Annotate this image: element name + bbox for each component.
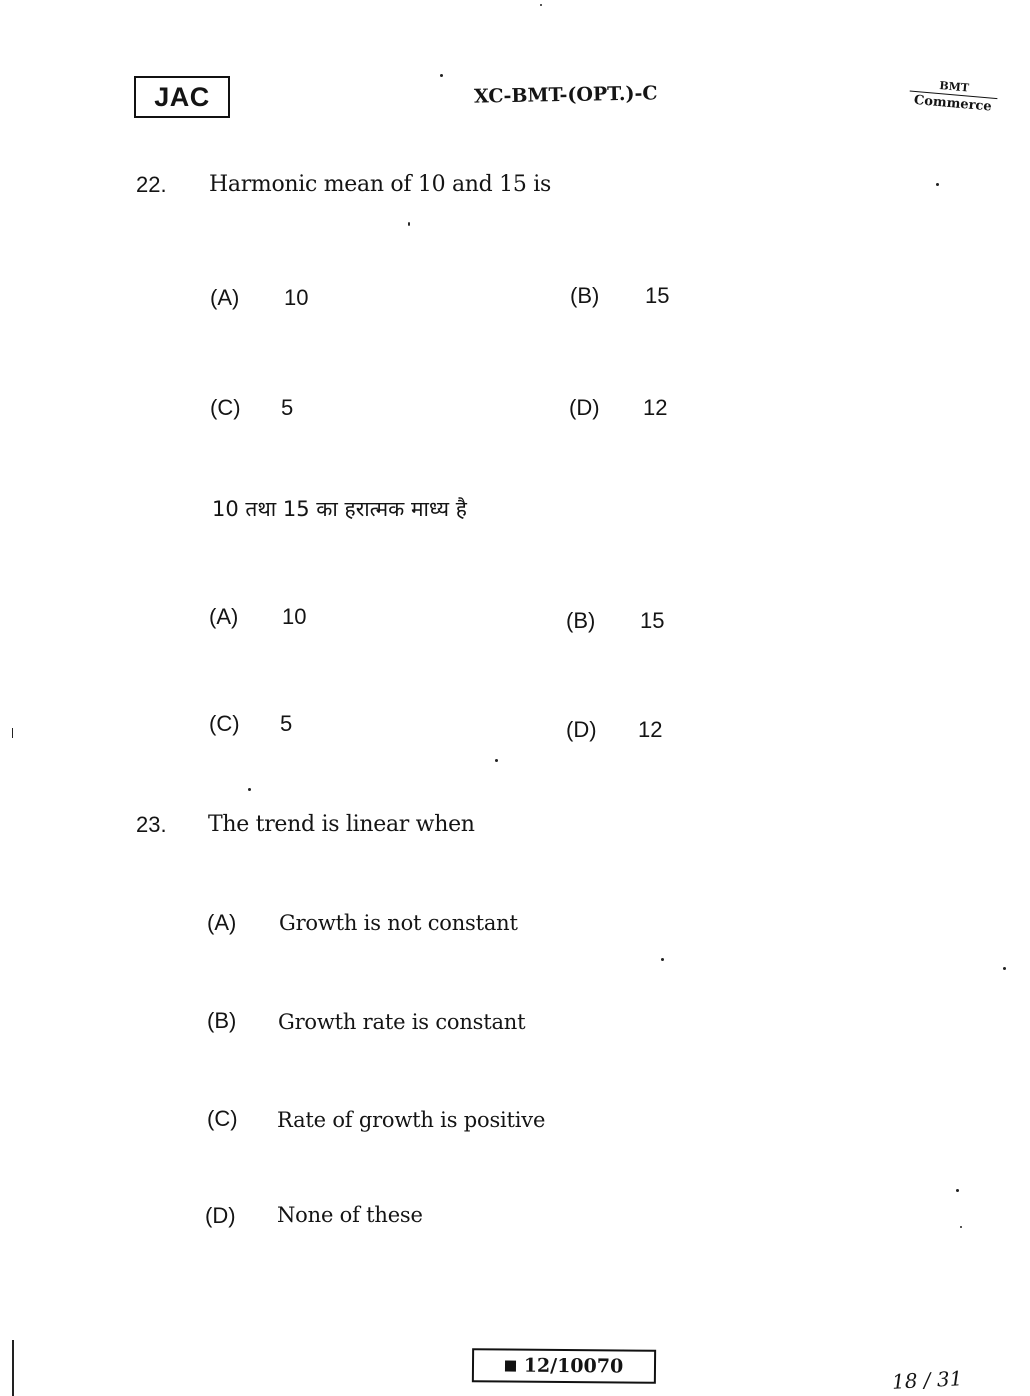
scan-edge-line [12, 1340, 14, 1396]
scan-speck [248, 788, 251, 791]
scan-speck [440, 74, 443, 77]
scan-speck [1003, 967, 1006, 970]
scan-speck [960, 1226, 962, 1228]
option-value: 15 [640, 608, 665, 633]
option-label: (D) [566, 717, 597, 742]
option-value: 10 [282, 604, 307, 629]
serial-number: 12/10070 [523, 1354, 624, 1378]
jac-logo-box: JAC [134, 76, 230, 118]
question-text: The trend is linear when [208, 812, 475, 837]
question-number: 23. [136, 812, 167, 837]
option-value: 10 [284, 285, 309, 310]
question-text: Harmonic mean of 10 and 15 is [209, 172, 551, 197]
option-value: Rate of growth is positive [277, 1108, 546, 1132]
option-label: (A) [207, 910, 237, 935]
option-value: 12 [643, 395, 668, 420]
scan-speck [661, 958, 664, 961]
option-label: (D) [205, 1203, 236, 1228]
option-value: 5 [281, 395, 294, 420]
scan-speck [408, 222, 410, 226]
option-label: (A) [209, 604, 239, 629]
subject-tag [902, 76, 1004, 116]
option-value: None of these [277, 1203, 423, 1227]
square-bullet-icon [505, 1360, 516, 1371]
option-value: Growth is not constant [279, 911, 518, 935]
paper-code: XC-BMT-(OPT.)-C [473, 82, 658, 108]
scan-speck [936, 183, 939, 186]
subject-stream: Commerce [913, 92, 993, 115]
question-text-hindi: 10 तथा 15 का हरात्मक माध्य है [212, 497, 467, 521]
option-label: (D) [569, 395, 600, 420]
option-label: (B) [566, 608, 596, 633]
option-label: (C) [209, 711, 240, 736]
question-number: 22. [136, 172, 167, 197]
option-label: (A) [210, 285, 240, 310]
option-label: (C) [207, 1106, 238, 1131]
option-label: (B) [207, 1008, 237, 1033]
page-number: 18 / 31 [891, 1366, 963, 1394]
scan-speck [540, 4, 542, 6]
option-value: Growth rate is constant [278, 1010, 526, 1034]
option-value: 12 [638, 717, 663, 742]
serial-number-box [472, 1348, 656, 1384]
scan-speck [495, 759, 498, 762]
option-label: (C) [210, 395, 241, 420]
option-value: 5 [280, 711, 293, 736]
scan-edge-line [12, 728, 13, 738]
scan-speck [956, 1189, 959, 1192]
option-label: (B) [570, 283, 600, 308]
subject-code: BMT [938, 79, 970, 95]
option-value: 15 [645, 283, 670, 308]
